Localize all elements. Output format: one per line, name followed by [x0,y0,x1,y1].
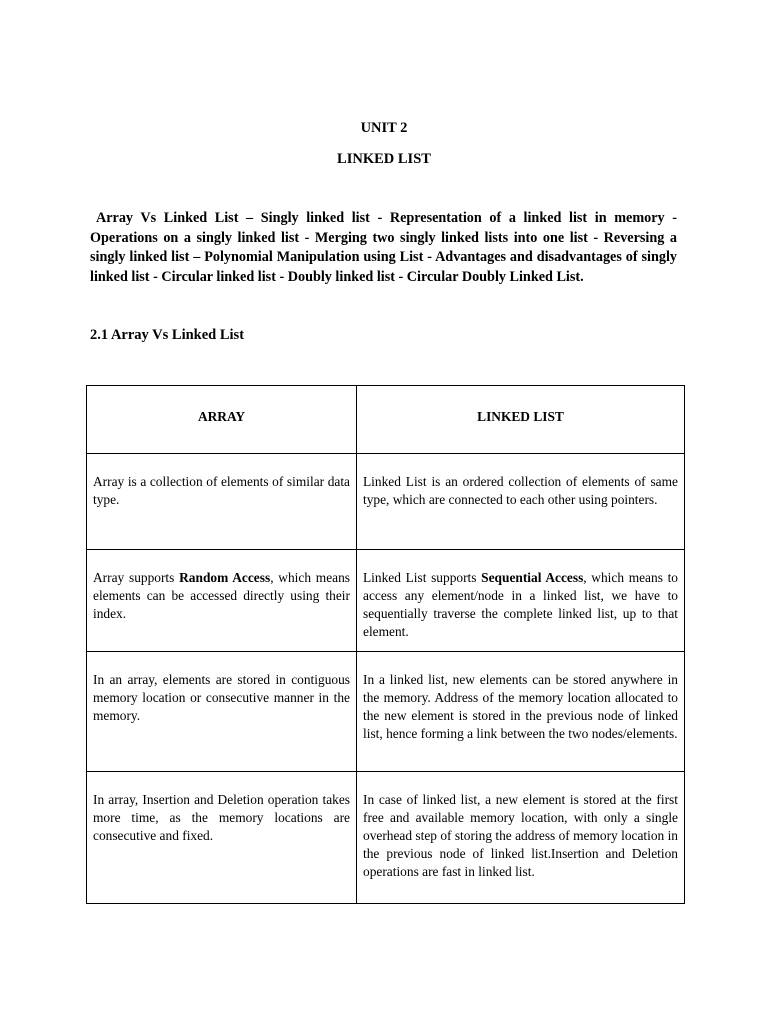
unit-title: LINKED LIST [337,151,431,167]
cell-text: , which means to access any element/node in a linked list, we have to sequentially traverse the complete linked list, up to that element. [363,570,678,639]
emphasized-term: Sequential Access [481,570,584,585]
cell-text: Array supports [93,570,180,585]
cell-text: In case of linked list, a new element is stored at the first free and available memory location, with only a single overhead step of storing the address of memory location in the previous node of linked list.Insertion and Deletion operations are fast in linked list. [363,792,678,879]
array-cell [87,550,357,652]
table-header-row [87,386,685,454]
linked-list-cell [357,652,685,772]
table-row [87,772,685,904]
section-heading: 2.1 Array Vs Linked List [90,327,245,343]
array-cell [87,454,357,550]
cell-text: Linked List supports [363,570,482,585]
cell-text: In an array, elements are stored in contiguous memory location or consecutive manner in the memory. [93,672,350,723]
cell-text: In array, Insertion and Deletion operation takes more time, as the memory locations are consecutive and fixed. [93,792,350,843]
cell-text: , which means elements can be accessed directly using their index. [93,570,350,621]
table-row [87,454,685,550]
header-array: ARRAY [87,386,357,454]
table-row [87,652,685,772]
header-linked-list: LINKED LIST [357,386,685,454]
linked-list-cell [357,550,685,652]
table-row [87,550,685,652]
cell-text: Array is a collection of elements of similar data type. [93,474,350,507]
cell-text: Linked List is an ordered collection of elements of same type, which are connected to each other using pointers. [363,474,678,507]
linked-list-cell [357,772,685,904]
unit-heading: UNIT 2 [360,120,408,136]
cell-text: In a linked list, new elements can be stored anywhere in the memory. Address of the memory location allocated to the new element is stored in the previous node of linked list, hence forming a link between the two nodes/elements. [363,672,678,741]
syllabus-paragraph: Array Vs Linked List – Singly linked list - Representation of a linked list in memory - Operations on a singly linked list - Merging two singly linked lists into one list - Reversing a singly linked list – Polynomial Manipulation using List - Advantages and disadvantages of singly linked list - Circular linked list - Doubly linked list - Circular Doubly Linked List. [90,210,677,285]
comparison-table [86,385,685,904]
emphasized-term: Random Access [179,570,271,585]
array-cell [87,652,357,772]
linked-list-cell [357,454,685,550]
array-cell [87,772,357,904]
